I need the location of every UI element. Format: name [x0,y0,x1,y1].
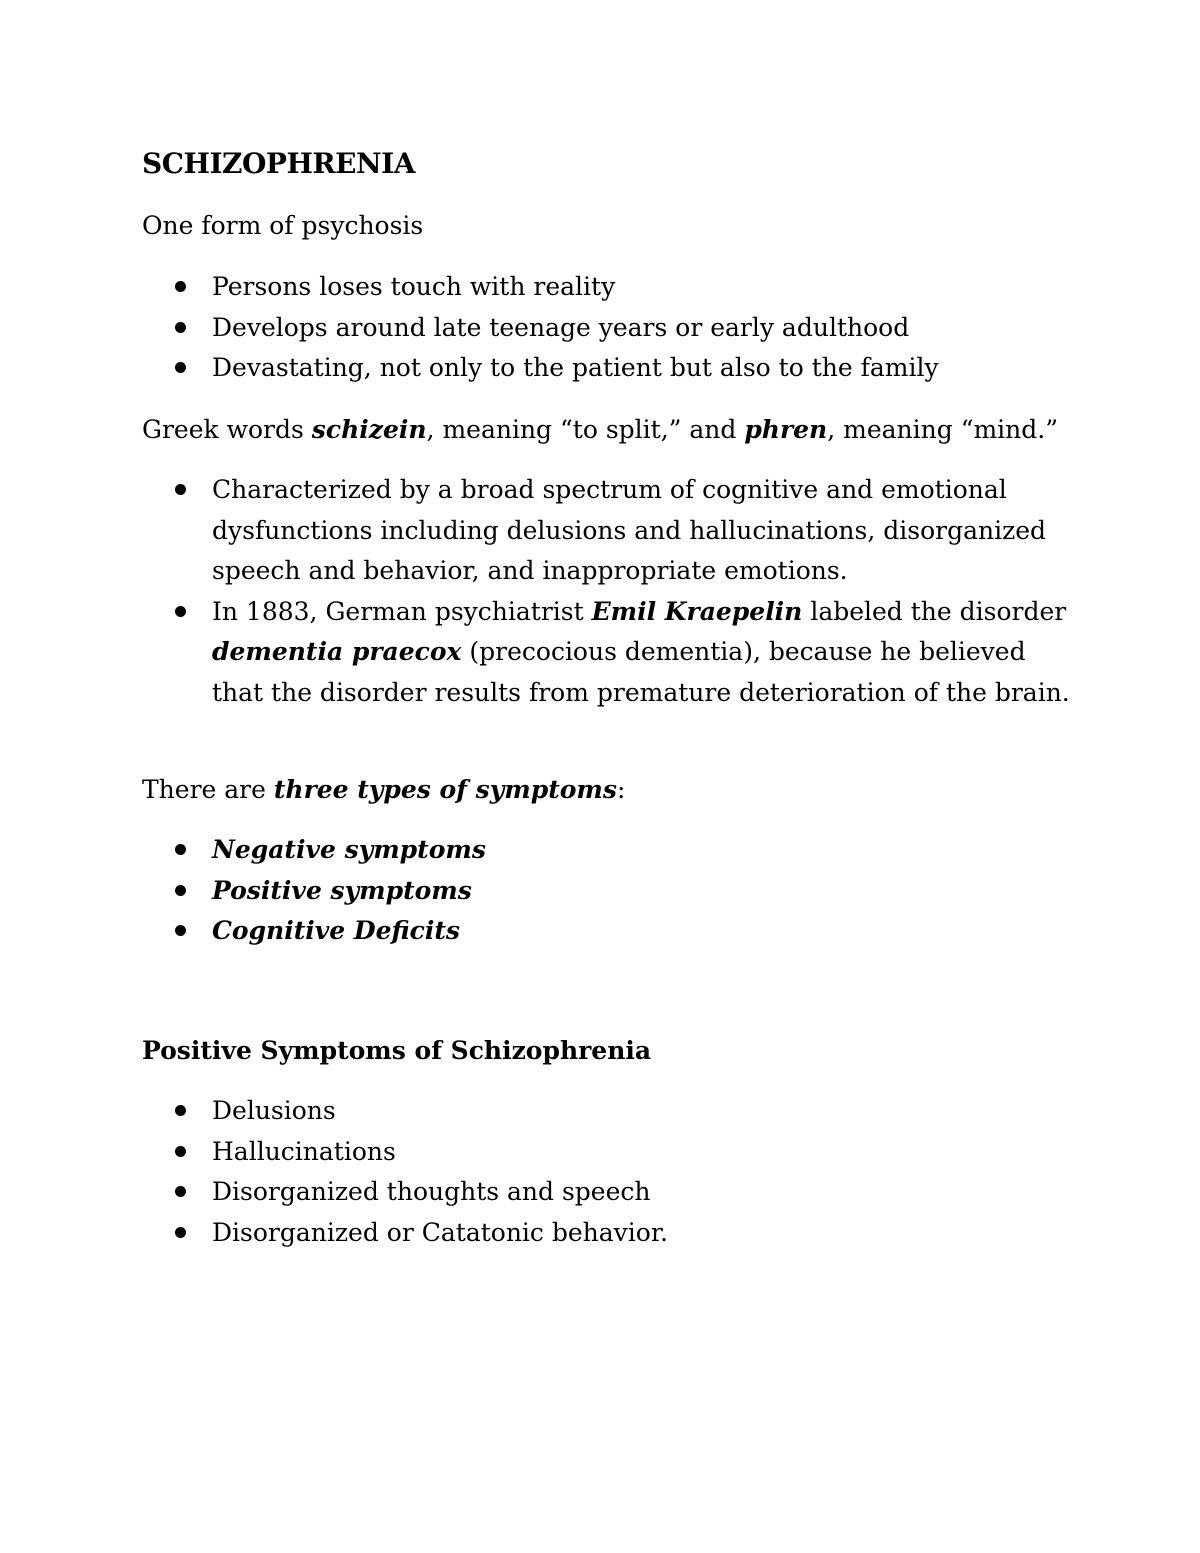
intro-line: One form of psychosis [142,211,424,240]
intro-bullet-list [0,267,939,389]
greek-term-phren: phren [744,415,828,444]
list-item: Negative symptoms [0,830,486,871]
list-item: Persons loses touch with reality [0,267,939,308]
list-item: Develops around late teenage years or early adulthood [0,308,939,349]
greek-etymology-line: Greek words schizein, meaning “to split,” and phren, meaning “mind.” [142,415,1059,444]
bullet-icon [175,1186,186,1197]
greek-term-schizein: schizein [311,415,427,444]
term-dementia-praecox: dementia praecox [212,637,462,666]
name-emil-kraepelin: Emil Kraepelin [591,596,803,626]
list-item: Positive symptoms [0,871,486,912]
list-item: Disorganized or Catatonic behavior. [0,1213,668,1254]
bullet-icon [175,925,186,936]
definition-bullet-list [0,470,1070,713]
bullet-icon [175,484,186,495]
bullet-icon [175,606,186,617]
bullet-icon [175,281,186,292]
bullet-icon [175,1227,186,1238]
list-item: Disorganized thoughts and speech [0,1172,668,1213]
symptom-types-list [0,830,486,952]
bullet-icon [175,322,186,333]
positive-symptoms-list [0,1091,668,1253]
list-item: Devastating, not only to the patient but also to the family [0,348,939,389]
bullet-icon [175,1146,186,1157]
list-item: Cognitive Deficits [0,911,486,952]
symptom-types-intro: There are three types of symptoms: [142,775,626,804]
list-item: Hallucinations [0,1132,668,1173]
bullet-icon [175,844,186,855]
bullet-icon [175,885,186,896]
list-item: Characterized by a broad spectrum of cognitive and emotional dysfunctions including delusions and hallucinations, disorganized speech and behavior, and inappropriate emotions. [0,470,1070,592]
document-title: SCHIZOPHRENIA [142,147,415,180]
bullet-icon [175,362,186,373]
section-heading: Positive Symptoms of Schizophrenia [142,1036,652,1065]
list-item: Delusions [0,1091,668,1132]
bullet-icon [175,1105,186,1116]
list-item: In 1883, German psychiatrist Emil Kraepelin labeled the disorder dementia praecox (precocious dementia), because he believed that the disorder results from premature deterioration of the brain. [0,592,1070,714]
